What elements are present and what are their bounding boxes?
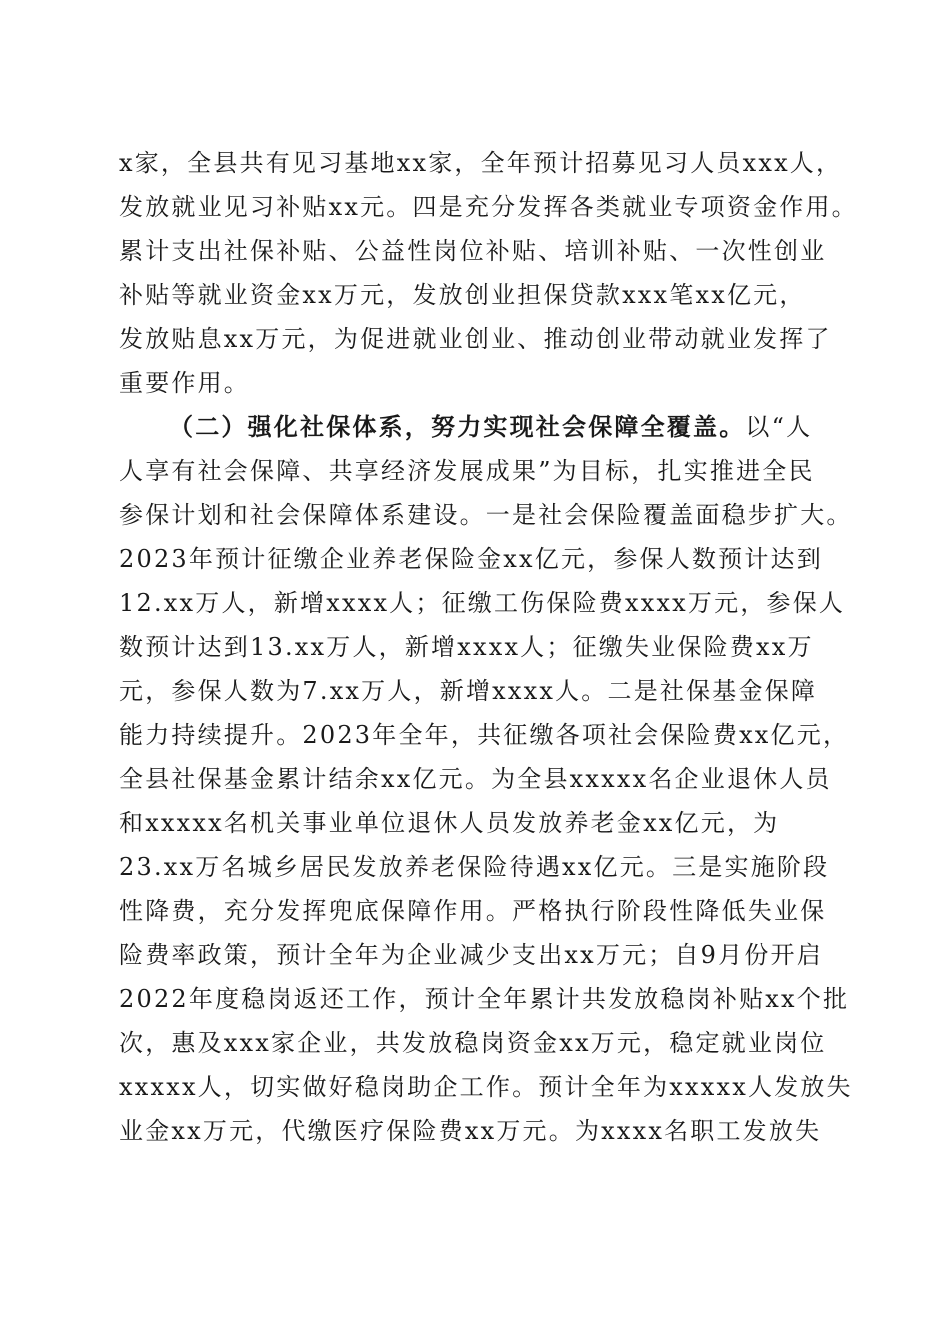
text-line: 险费率政策，预计全年为企业减少支出xx万元；自9月份开启 [119,941,823,969]
text-line: 发放贴息xx万元，为促进就业创业、推动创业带动就业发挥了 [119,325,832,353]
text-line: 全县社保基金累计结余xx亿元。为全县xxxxx名企业退休人员 [119,765,832,793]
text-line: 业金xx万元，代缴医疗保险费xx万元。为xxxx名职工发放失 [119,1117,822,1145]
text-line: 累计支出社保补贴、公益性岗位补贴、培训补贴、一次性创业 [119,237,827,265]
text-line: xxxxx人，切实做好稳岗助企工作。预计全年为xxxxx人发放失 [119,1073,853,1101]
text-line: 发放就业见习补贴xx元。四是充分发挥各类就业专项资金作用。 [119,193,858,221]
text-line: 重要作用。 [119,369,250,397]
section-heading-line [169,405,812,449]
text-line: 12.xx万人，新增xxxx人；征缴工伤保险费xxxx万元，参保人 [119,589,846,617]
text-line: 参保计划和社会保障体系建设。一是社会保险覆盖面稳步扩大。 [119,501,853,529]
text-line: 23.xx万名城乡居民发放养老保险待遇xx亿元。三是实施阶段 [119,853,830,881]
text-line: 数预计达到13.xx万人，新增xxxx人；征缴失业保险费xx万 [119,633,814,661]
text-line: 2022年度稳岗返还工作，预计全年累计共发放稳岗补贴xx个批 [119,985,850,1013]
section-heading: （二）强化社保体系，努力实现社会保障全覆盖。 [169,412,746,441]
text-line: 和xxxxx名机关事业单位退休人员发放养老金xx亿元，为 [119,809,780,837]
text-line: 能力持续提升。2023年全年，共征缴各项社会保险费xx亿元， [119,721,850,749]
text-line: 元，参保人数为7.xx万人，新增xxxx人。二是社保基金保障 [119,677,818,705]
text-line: 人享有社会保障、共享经济发展成果”为目标，扎实推进全民 [119,457,815,485]
text-line: 次，惠及xxx家企业，共发放稳岗资金xx万元，稳定就业岗位 [119,1029,827,1057]
text-line: x家，全县共有见习基地xx家，全年预计招募见习人员xxx人， [119,149,843,177]
text-span: 以“人 [745,413,813,441]
text-line: 2023年预计征缴企业养老保险金xx亿元，参保人数预计达到 [119,545,823,573]
text-line: 性降费，充分发挥兜底保障作用。严格执行阶段性降低失业保 [119,897,827,925]
text-line: 补贴等就业资金xx万元，发放创业担保贷款xxx笔xx亿元， [119,281,806,309]
